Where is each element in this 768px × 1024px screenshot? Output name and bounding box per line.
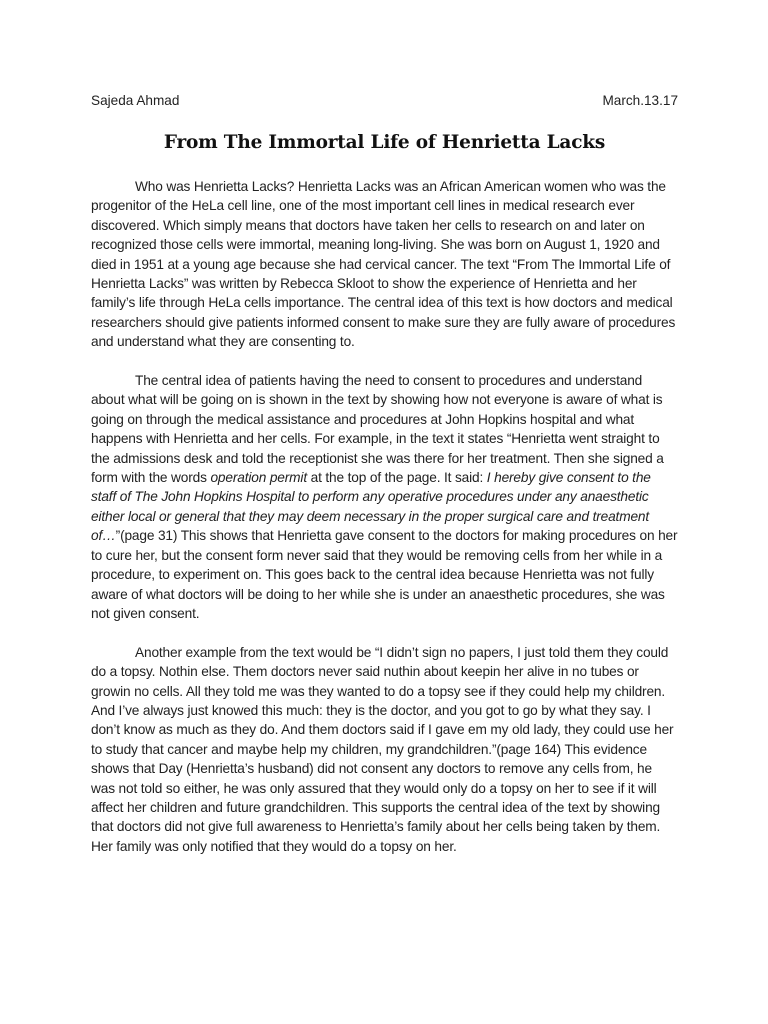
paragraph-text: The central idea of patients having the need to consent to procedures and understand about what will be going on is shown in the text by showing how not everyone is aware of what is going on through the medical assistance and procedures at John Hopkins hospital and what happens with Henrietta and her cells. For example, in the text it states “Henrietta went straight to the admissions desk and told the receptionist she was there for her treatment. Then she signed a form with the words xyxy=(91,373,664,486)
paragraph-text: at the top of the page. It said: xyxy=(306,470,487,486)
author-name: Sajeda Ahmad xyxy=(91,93,180,108)
paragraph-text: ”(page 31) This shows that Henrietta gave consent to the doctors for making procedures on her to cure her, but the consent form never said that they would be removing cells from her while in a procedure, to experiment on. This goes back to the central idea because Henrietta was not fully aware of what doctors will be doing to her while she is under an anaesthetic procedures, she was not given consent. xyxy=(91,528,678,621)
paragraph-evidence-two: Another example from the text would be “I didn’t sign no papers, I just told them they could do a topsy. Nothin else. Them doctors never said nuthin about keepin her alive in no tubes or growin no cells. All they told me was they wanted to do a topsy see if they could help my children. And I’ve always just knowed this much: they is the doctor, and you got to go by what they say. I don’t know as much as they do. And them doctors said if I gave em my old lady, they could use her to study that cancer and maybe help my children, my grandchildren.”(page 164) This evidence shows that Day (Henrietta’s husband) did not consent any doctors to remove any cells from, he was not told so either, he was only assured that they would only do a topsy on her to see if it will affect her children and future grandchildren. This supports the central idea of the text by showing that doctors did not give full awareness to Henrietta’s family about her cells being taken by them. Her family was only notified that they would do a topsy on her. xyxy=(91,644,674,854)
paragraph-evidence-one xyxy=(91,371,678,623)
italic-quote: I hereby give consent to the staff of The John Hopkins Hospital to perform any operative procedures under any anaesthetic either local or general that they may deem necessary in the proper surgical care and treatment of… xyxy=(91,470,651,544)
document-date: March.13.17 xyxy=(602,93,678,108)
document-title: From The Immortal Life of Henrietta Lacks xyxy=(163,132,606,153)
document-header xyxy=(91,93,678,108)
paragraph-intro: Who was Henrietta Lacks? Henrietta Lacks was an African American women who was the progenitor of the HeLa cell line, one of the most important cell lines in medical research ever discovered. Which simply means that doctors have taken her cells to research on and later on recognized those cells were immortal, meaning long-living. She was born on August 1, 1920 and died in 1951 at a young age because she had cervical cancer. The text “From The Immortal Life of Henrietta Lacks” was written by Rebecca Skloot to show the experience of Henrietta and her family’s life through HeLa cells importance. The central idea of this text is how doctors and medical researchers should give patients informed consent to make sure they are fully aware of procedures and understand what they are consenting to. xyxy=(91,179,676,350)
italic-phrase: operation permit xyxy=(210,470,307,486)
